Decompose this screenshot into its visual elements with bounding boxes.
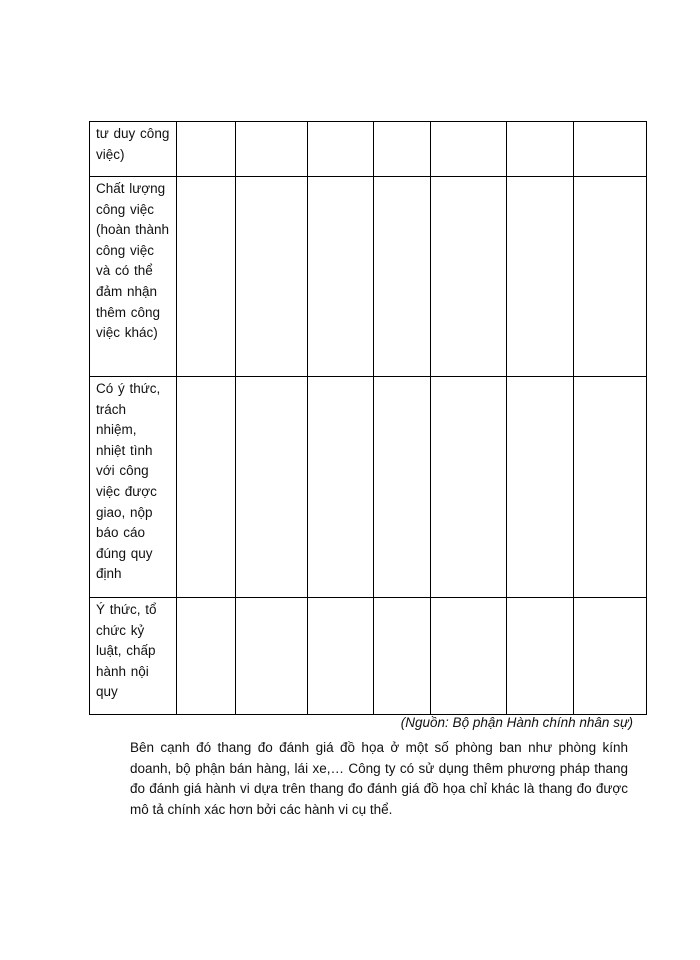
rating-cell <box>308 377 374 598</box>
rating-cell <box>177 377 236 598</box>
rating-cell <box>236 598 308 715</box>
rating-cell <box>374 122 431 177</box>
criterion-cell <box>90 377 177 598</box>
rating-cell <box>574 177 647 377</box>
criterion-cell <box>90 598 177 715</box>
table-row <box>90 177 647 377</box>
rating-cell <box>374 598 431 715</box>
rating-cell <box>574 598 647 715</box>
rating-cell <box>374 177 431 377</box>
criterion-text: Có ý thức, trách nhiệm, nhiệt tình với công việc được giao, nộp báo cáo đúng quy định <box>96 381 161 582</box>
rating-cell <box>507 177 574 377</box>
rating-cell <box>177 122 236 177</box>
table-row <box>90 122 647 177</box>
rating-cell <box>431 377 507 598</box>
table-row <box>90 598 647 715</box>
criterion-cell <box>90 122 177 177</box>
body-paragraph: Bên cạnh đó thang đo đánh giá đồ họa ở một số phòng ban như phòng kính doanh, bộ phận bán hàng, lái xe,… Công ty có sử dụng thêm phương pháp thang đo đánh giá hành vi dựa trên thang đo đánh giá đồ họa chỉ khác là thang đo được mô tả chính xác hơn bởi các hành vi cụ thể. <box>130 740 628 817</box>
rating-cell <box>507 377 574 598</box>
criterion-text: Ý thức, tổ chức kỷ luật, chấp hành nội quy <box>96 602 157 700</box>
rating-cell <box>236 377 308 598</box>
criterion-text: Chất lượng công việc (hoàn thành công việc và có thể đảm nhận thêm công việc khác) <box>96 181 170 341</box>
criterion-cell <box>90 177 177 377</box>
rating-cell <box>308 598 374 715</box>
rating-cell <box>431 122 507 177</box>
table-row <box>90 377 647 598</box>
rating-cell <box>308 122 374 177</box>
rating-cell <box>236 177 308 377</box>
rating-cell <box>177 598 236 715</box>
rating-cell <box>431 598 507 715</box>
rating-cell <box>236 122 308 177</box>
evaluation-table <box>89 121 647 715</box>
rating-cell <box>574 122 647 177</box>
rating-cell <box>574 377 647 598</box>
rating-cell <box>431 177 507 377</box>
rating-cell <box>374 377 431 598</box>
rating-cell <box>308 177 374 377</box>
criterion-text: tư duy công việc) <box>96 126 170 162</box>
source-caption: (Nguồn: Bộ phận Hành chính nhân sự) <box>400 715 633 730</box>
rating-cell <box>507 122 574 177</box>
rating-cell <box>507 598 574 715</box>
rating-cell <box>177 177 236 377</box>
